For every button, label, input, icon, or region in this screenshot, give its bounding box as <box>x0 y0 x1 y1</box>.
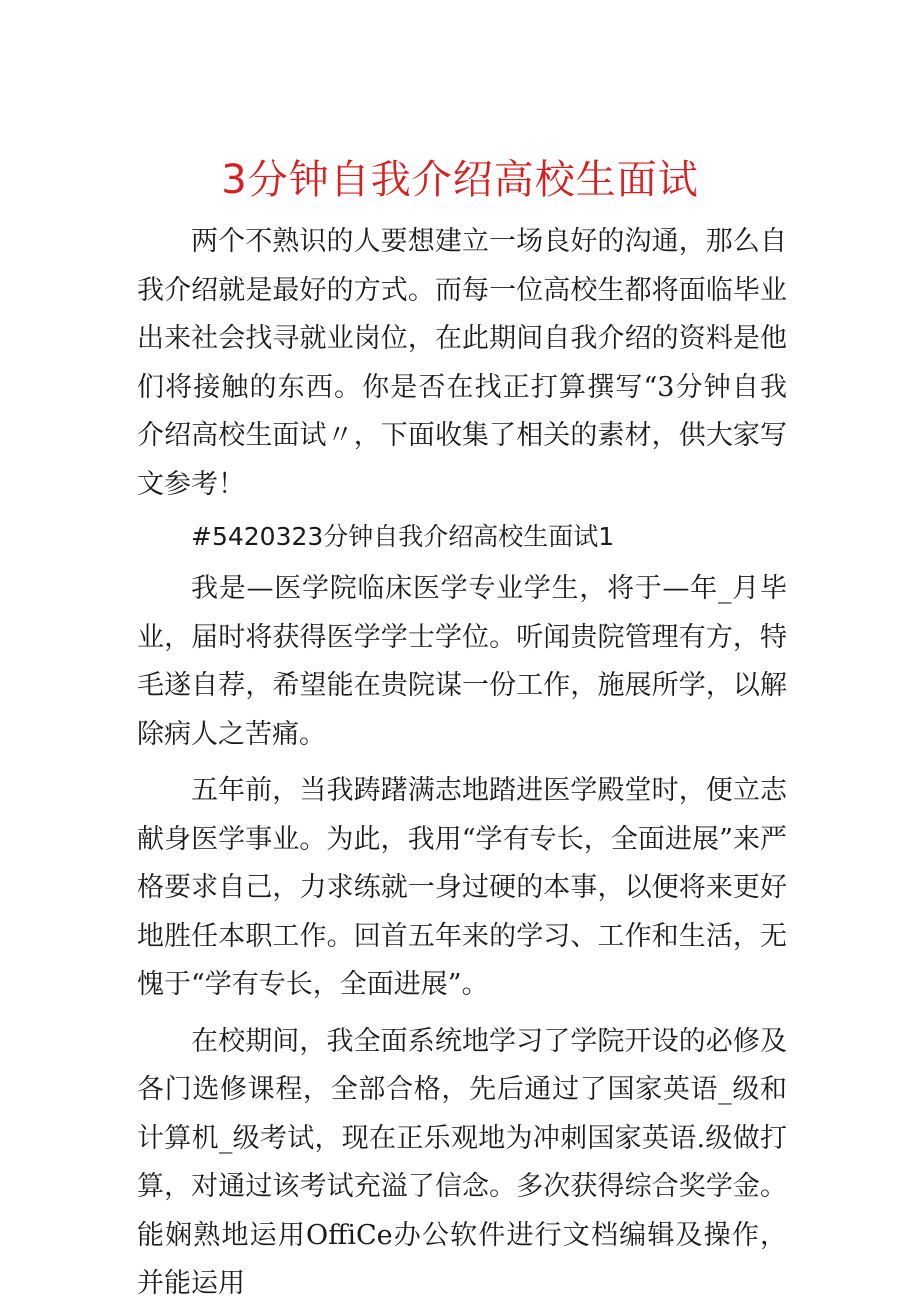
document-body <box>137 218 787 1309</box>
body-paragraph-1: 我是—医学院临床医学专业学生，将于—年_月毕业，届时将获得医学学士学位。听闻贵院管理有方，特毛遂自荐，希望能在贵院谋一份工作，施展所学，以解除病人之苦痛。 <box>137 573 787 750</box>
paragraph-gap <box>137 759 787 767</box>
paragraph-gap <box>137 1010 787 1018</box>
intro-paragraph: 两个不熟识的人要想建立一场良好的沟通，那么自我介绍就是最好的方式。而每一位高校生都将面临毕业出来社会找寻就业岗位，在此期间自我介绍的资料是他们将接触的东西。你是否在找正打算撰写“3分钟自我介绍高校生面试〃，下面收集了相关的素材，供大家写文参考！ <box>137 226 787 500</box>
document-title: 3分钟自我介绍高校生面试 <box>221 157 699 203</box>
body-paragraph-2: 五年前，当我踌躇满志地踏进医学殿堂时，便立志献身医学事业。为此，我用“学有专长，全面进展”来严格要求自己，力求练就一身过硬的本事，以便将来更好地胜任本职工作。回首五年来的学习、工作和生活，无愧于“学有专长，全面进展”。 <box>137 775 787 1000</box>
body-paragraph-3: 在校期间，我全面系统地学习了学院开设的必修及各门选修课程，全部合格，先后通过了国家英语_级和计算机_级考试，现在正乐观地为冲刺国家英语.级做打算，对通过该考试充溢了信念。多次获得综合奖学金。能娴熟地运用OffiCe办公软件进行文档编辑及操作，并能运用 <box>137 1025 787 1299</box>
section-heading: #5420323分钟自我介绍高校生面试1 <box>191 522 615 551</box>
